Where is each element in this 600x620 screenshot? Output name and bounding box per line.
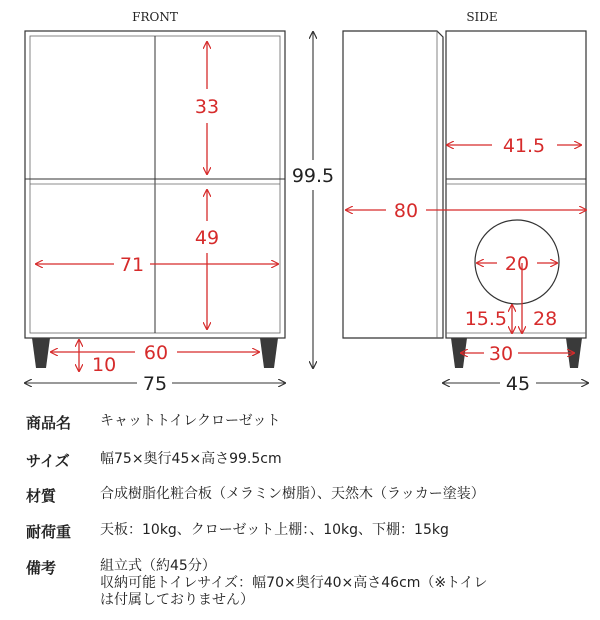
dim-leg-depth: 30 xyxy=(488,343,514,365)
spec-value-line: 天板：10kg、クローゼット上棚：、10kg、下棚：15kg xyxy=(100,522,449,538)
spec-value-line: キャットトイレクローゼット xyxy=(100,413,281,429)
spec-value-line: 組立式（約45分） xyxy=(100,558,216,574)
front-left-leg xyxy=(32,338,50,368)
side-dimensions xyxy=(346,135,586,365)
dim-inner-depth: 80 xyxy=(393,200,419,222)
side-open-door xyxy=(343,31,443,338)
dim-hole-center-height: 28 xyxy=(533,308,558,330)
dim-total-height: 99.5 xyxy=(291,165,335,187)
front-view xyxy=(25,31,285,368)
spec-value-line: 幅75×奥行45×高さ99.5cm xyxy=(100,451,282,467)
dim-inner-width: 71 xyxy=(119,254,145,276)
spec-value xyxy=(100,413,280,430)
spec-value xyxy=(100,486,485,503)
side-view-title: SIDE xyxy=(466,10,498,24)
side-cabinet-outline xyxy=(446,31,586,338)
spec-label: 耐荷重 xyxy=(26,523,72,541)
dim-hole-bottom-height: 15.5 xyxy=(464,308,507,330)
dim-upper-height: 33 xyxy=(194,96,220,118)
spec-value xyxy=(100,522,449,539)
side-overall-dimensions xyxy=(443,373,588,395)
dim-leg-clearance: 10 xyxy=(92,354,117,376)
spec-value-line: は付属しておりません） xyxy=(100,592,254,608)
spec-label: サイズ xyxy=(26,452,70,470)
spec-label: 材質 xyxy=(26,487,57,505)
spec-value-line: 合成樹脂化粧合板（メラミン樹脂）、天然木（ラッカー塗装） xyxy=(100,486,485,502)
spec-value-line: 収納可能トイレサイズ：幅70×奥行40×高さ46cm（※トイレ xyxy=(100,575,488,591)
spec-label: 備考 xyxy=(26,559,57,577)
dim-shelf-depth: 41.5 xyxy=(502,135,546,157)
front-overall-dimensions xyxy=(25,32,334,395)
front-right-leg xyxy=(260,338,278,368)
dim-base-width: 60 xyxy=(143,342,169,364)
front-view-title: FRONT xyxy=(132,10,178,24)
dim-hole-diameter: 20 xyxy=(504,253,530,275)
dim-total-width: 75 xyxy=(142,373,168,395)
spec-label: 商品名 xyxy=(26,414,72,432)
dim-total-depth: 45 xyxy=(505,373,531,395)
spec-value xyxy=(100,558,487,609)
dim-lower-height: 49 xyxy=(194,227,220,249)
front-dimensions xyxy=(36,42,278,376)
spec-value xyxy=(100,451,282,468)
